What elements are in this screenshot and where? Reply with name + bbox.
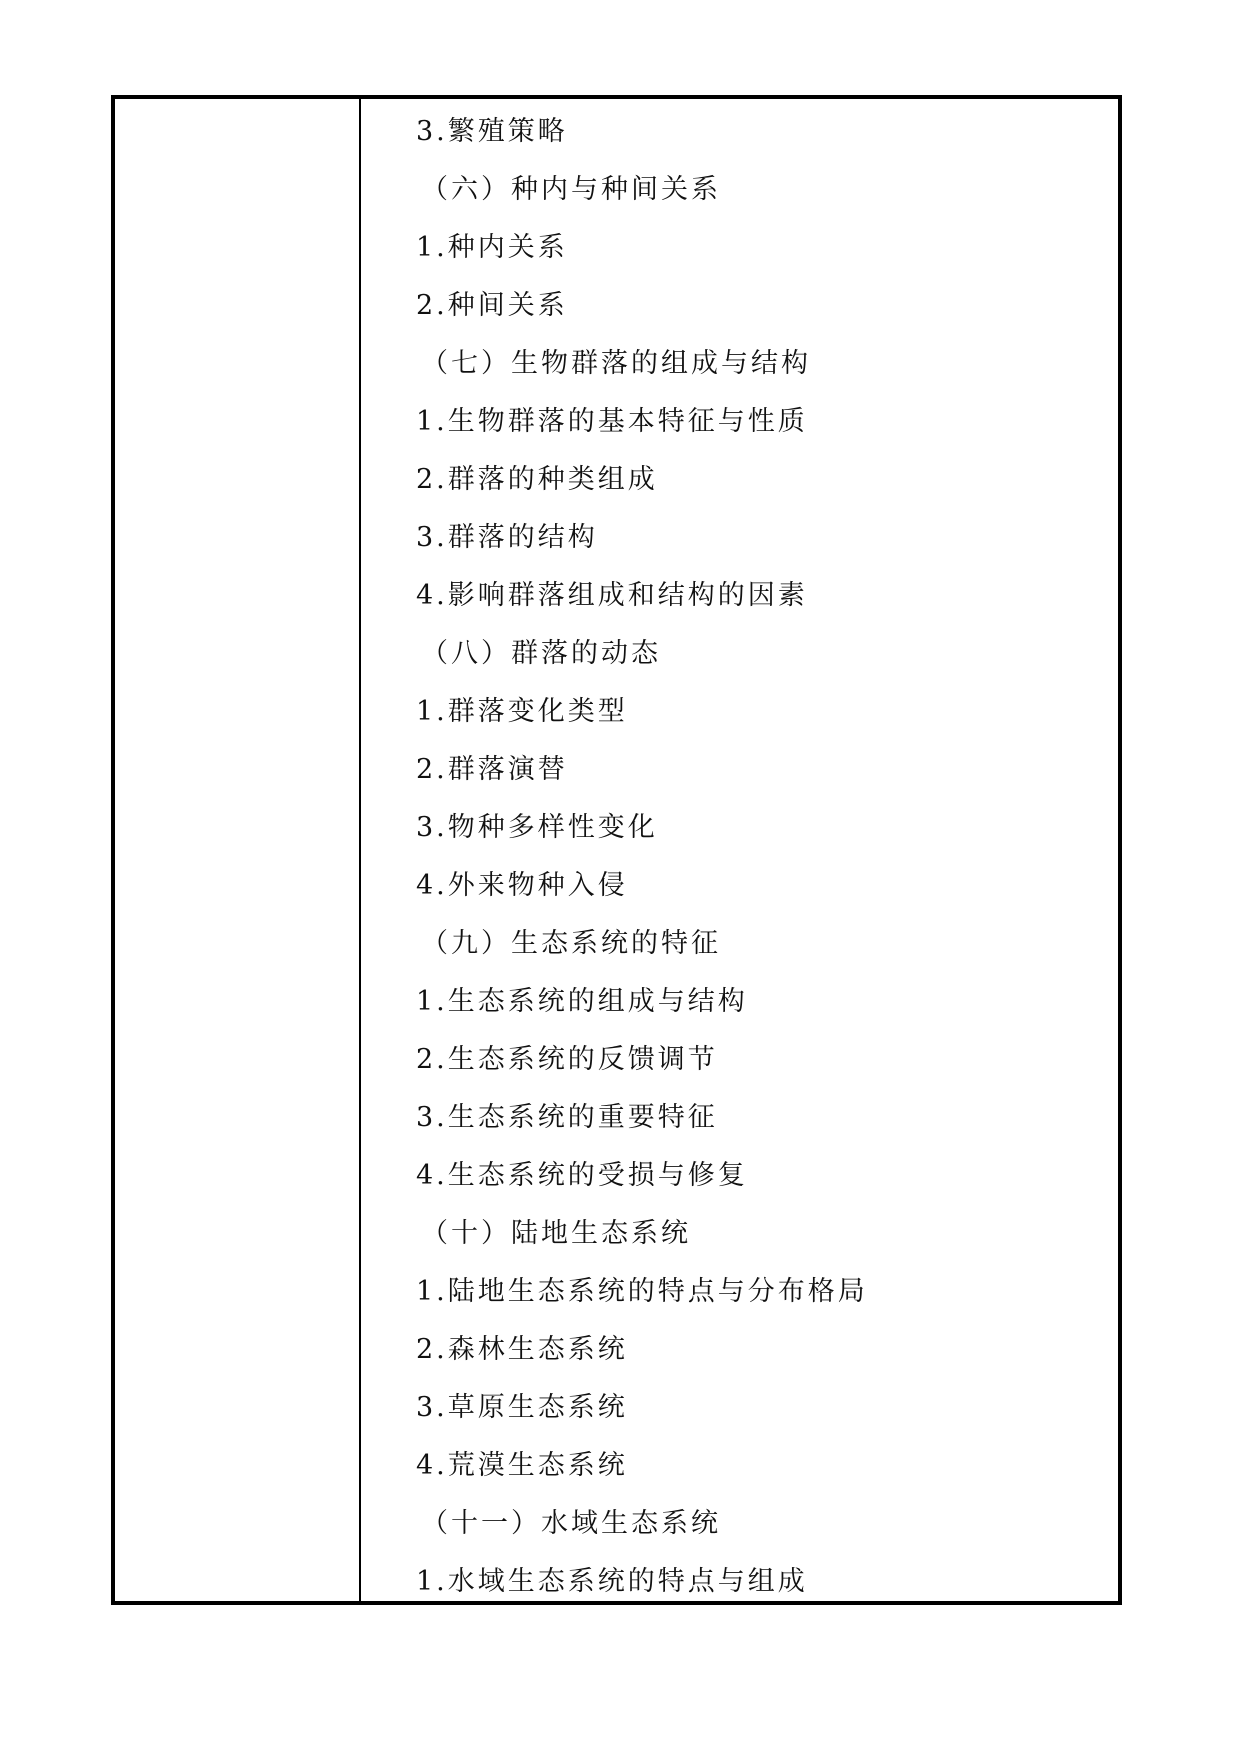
list-item: 1.种内关系 — [416, 232, 568, 263]
list-item: 3.群落的结构 — [416, 522, 598, 553]
list-item: 4.荒漠生态系统 — [416, 1450, 628, 1481]
list-item: 3.草原生态系统 — [416, 1392, 628, 1423]
list-item: 3.繁殖策略 — [416, 116, 568, 147]
section-heading: （六）种内与种间关系 — [421, 174, 721, 205]
section-heading: （九）生态系统的特征 — [421, 928, 721, 959]
list-item: 2.森林生态系统 — [416, 1334, 628, 1365]
list-item: 1.水域生态系统的特点与组成 — [416, 1566, 808, 1597]
list-item: 1.生态系统的组成与结构 — [416, 986, 748, 1017]
list-item: 2.群落的种类组成 — [416, 464, 658, 495]
right-column-cell — [361, 99, 1118, 1601]
list-item: 3.生态系统的重要特征 — [416, 1102, 718, 1133]
section-heading: （七）生物群落的组成与结构 — [421, 348, 811, 379]
list-item: 3.物种多样性变化 — [416, 812, 658, 843]
list-item: 4.生态系统的受损与修复 — [416, 1160, 748, 1191]
list-item: 1.生物群落的基本特征与性质 — [416, 406, 808, 437]
left-column-cell — [115, 99, 361, 1601]
section-heading: （十）陆地生态系统 — [421, 1218, 691, 1249]
list-item: 1.陆地生态系统的特点与分布格局 — [416, 1276, 868, 1307]
list-item: 4.外来物种入侵 — [416, 870, 628, 901]
section-heading: （八）群落的动态 — [421, 638, 661, 669]
list-item: 2.生态系统的反馈调节 — [416, 1044, 718, 1075]
list-item: 1.群落变化类型 — [416, 696, 628, 727]
list-item: 4.影响群落组成和结构的因素 — [416, 580, 808, 611]
section-heading: （十一）水域生态系统 — [421, 1508, 721, 1539]
list-item: 2.种间关系 — [416, 290, 568, 321]
syllabus-table — [111, 95, 1122, 1605]
list-item: 2.群落演替 — [416, 754, 568, 785]
